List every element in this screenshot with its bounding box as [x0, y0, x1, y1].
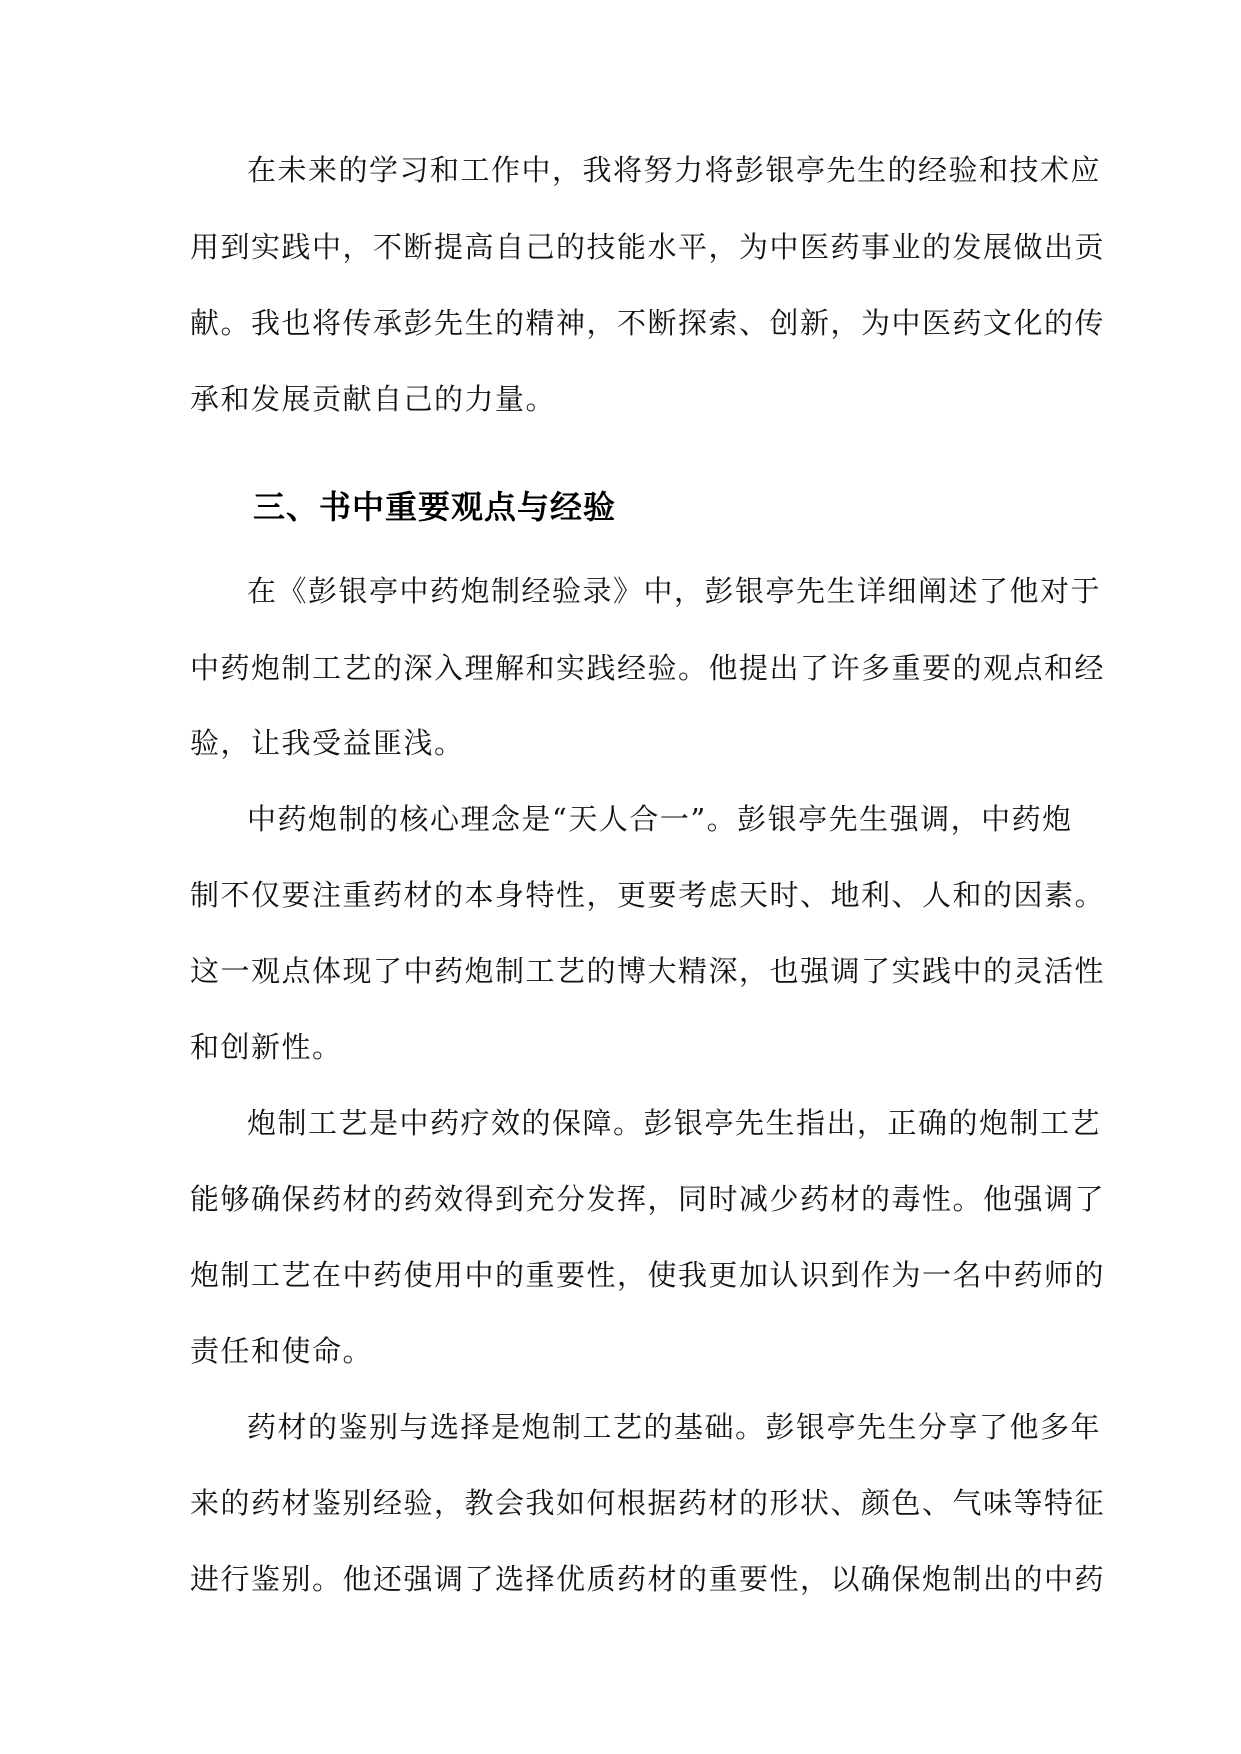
paragraph-3-line-4: 和创新性。 — [190, 1030, 343, 1064]
paragraph-4-line-4: 责任和使命。 — [190, 1334, 374, 1368]
paragraph-4-line-2: 能够确保药材的药效得到充分发挥，同时减少药材的毒性。他强调了 — [190, 1182, 1106, 1216]
paragraph-2-line-3: 验，让我受益匪浅。 — [190, 726, 465, 760]
paragraph-1-line-4: 承和发展贡献自己的力量。 — [190, 382, 557, 416]
paragraph-4-line-3: 炮制工艺在中药使用中的重要性，使我更加认识到作为一名中药师的 — [190, 1258, 1106, 1292]
paragraph-5-line-1: 药材的鉴别与选择是炮制工艺的基础。彭银亭先生分享了他多年 — [247, 1410, 1102, 1444]
paragraph-1-line-3: 献。我也将传承彭先生的精神，不断探索、创新，为中医药文化的传 — [190, 306, 1106, 340]
paragraph-2-line-2: 中药炮制工艺的深入理解和实践经验。他提出了许多重要的观点和经 — [190, 651, 1106, 685]
paragraph-4-line-1: 炮制工艺是中药疗效的保障。彭银亭先生指出，正确的炮制工艺 — [247, 1106, 1102, 1140]
section-heading: 三、书中重要观点与经验 — [253, 488, 617, 526]
paragraph-5-line-2: 来的药材鉴别经验，教会我如何根据药材的形状、颜色、气味等特征 — [190, 1486, 1106, 1520]
paragraph-1-line-1: 在未来的学习和工作中，我将努力将彭银亭先生的经验和技术应 — [247, 153, 1102, 187]
paragraph-3-line-2: 制不仅要注重药材的本身特性，更要考虑天时、地利、人和的因素。 — [190, 878, 1106, 912]
paragraph-3-line-1: 中药炮制的核心理念是“天人合一”。彭银亭先生强调，中药炮 — [247, 802, 1073, 836]
paragraph-2-line-1: 在《彭银亭中药炮制经验录》中，彭银亭先生详细阐述了他对于 — [247, 574, 1102, 608]
paragraph-5-line-3: 进行鉴别。他还强调了选择优质药材的重要性，以确保炮制出的中药 — [190, 1562, 1106, 1596]
paragraph-3-line-3: 这一观点体现了中药炮制工艺的博大精深，也强调了实践中的灵活性 — [190, 954, 1106, 988]
paragraph-1-line-2: 用到实践中，不断提高自己的技能水平，为中医药事业的发展做出贡 — [190, 230, 1106, 264]
